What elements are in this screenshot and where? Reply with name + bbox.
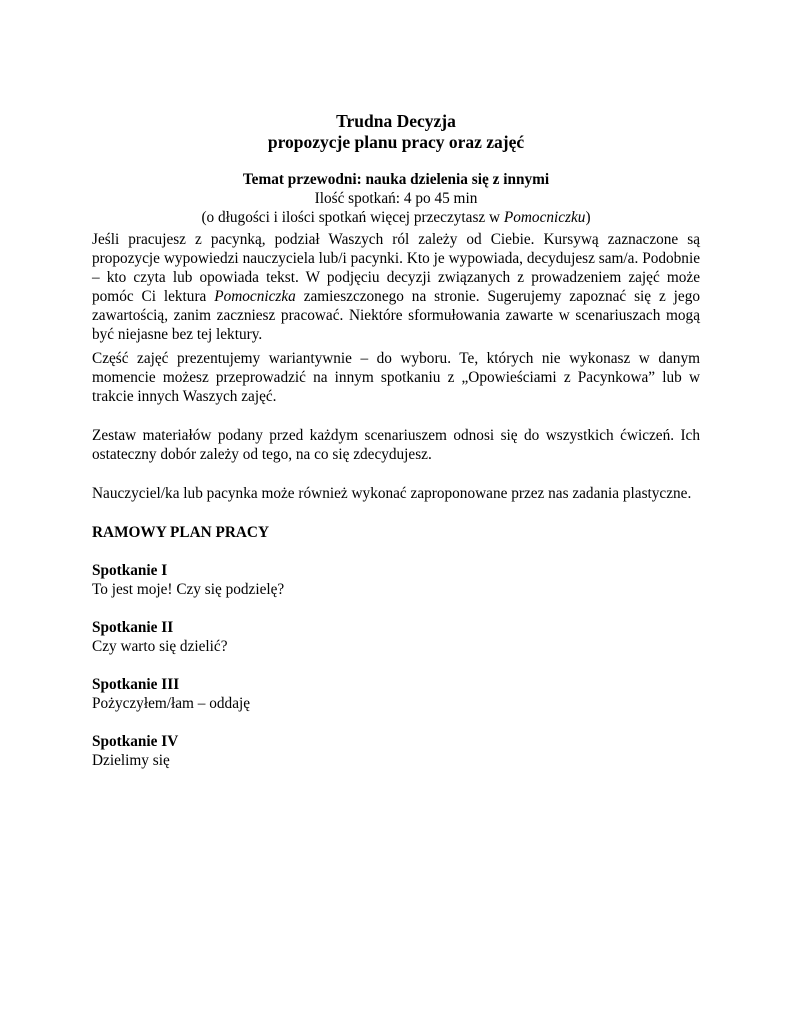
meeting-item — [92, 675, 700, 713]
paragraph-intro — [92, 230, 700, 344]
topic-note-suffix: ) — [585, 209, 591, 226]
topic-label: Temat przewodni: nauka dzielenia się z innymi — [242, 171, 550, 188]
meeting-title: To jest moje! Czy się podzielę? — [92, 581, 285, 598]
topic-note-italic: Pomocniczku — [503, 209, 586, 226]
meeting-title: Dzielimy się — [92, 752, 170, 769]
meetings-count: Ilość spotkań: 4 po 45 min — [314, 190, 478, 207]
topic-note — [92, 208, 700, 227]
document-content — [92, 111, 700, 770]
meeting-item — [92, 561, 700, 599]
document-subtitle: propozycje planu pracy oraz zajęć — [267, 132, 525, 152]
topic-note-prefix: (o długości i ilości spotkań więcej przeczytasz w — [201, 209, 504, 226]
meeting-label: Spotkanie IV — [92, 733, 179, 750]
plan-heading: RAMOWY PLAN PRACY — [92, 524, 270, 541]
paragraph-intro-part2: zamieszczonego na stronie. Sugerujemy zapoznać się z jego zawartością, zanim zaczniesz pracować. Niektóre sformułowania zawarte w scenariuszach mogą być niejasne bez tej lektury. — [92, 288, 700, 343]
paragraph-intro-part1: Jeśli pracujesz z pacynką, podział Waszych ról zależy od Ciebie. Kursywą zaznaczone są propozycje wypowiedzi nauczyciela lub/i pacynki. Kto je wypowiada, decydujesz sam/a. Podobnie – kto czyta lub opowiada tekst. W podjęciu decyzji związanych z prowadzeniem zajęć może pomóc Ci lektura — [92, 231, 700, 305]
paragraph-materials: Zestaw materiałów podany przed każdym scenariuszem odnosi się do wszystkich ćwiczeń. Ich ostateczny dobór zależy od tego, na co się zdecydujesz. — [92, 427, 700, 463]
paragraph-intro-italic: Pomocniczka — [214, 288, 296, 305]
meeting-title: Czy warto się dzielić? — [92, 638, 228, 655]
meeting-label: Spotkanie III — [92, 676, 180, 693]
meeting-label: Spotkanie I — [92, 562, 168, 579]
paragraph-art-tasks: Nauczyciel/ka lub pacynka może również wykonać zaproponowane przez nas zadania plastyczne. — [92, 485, 692, 502]
meeting-item — [92, 618, 700, 656]
meeting-item — [92, 732, 700, 770]
document-title: Trudna Decyzja — [336, 111, 456, 131]
paragraph-variants: Część zajęć prezentujemy wariantywnie – do wyboru. Te, których nie wykonasz w danym momencie możesz przeprowadzić na innym spotkaniu z „Opowieściami z Pacynkowa” lub w trakcie innych Waszych zajęć. — [92, 350, 700, 405]
meeting-title: Pożyczyłem/łam – oddaję — [92, 695, 251, 712]
meeting-label: Spotkanie II — [92, 619, 174, 636]
